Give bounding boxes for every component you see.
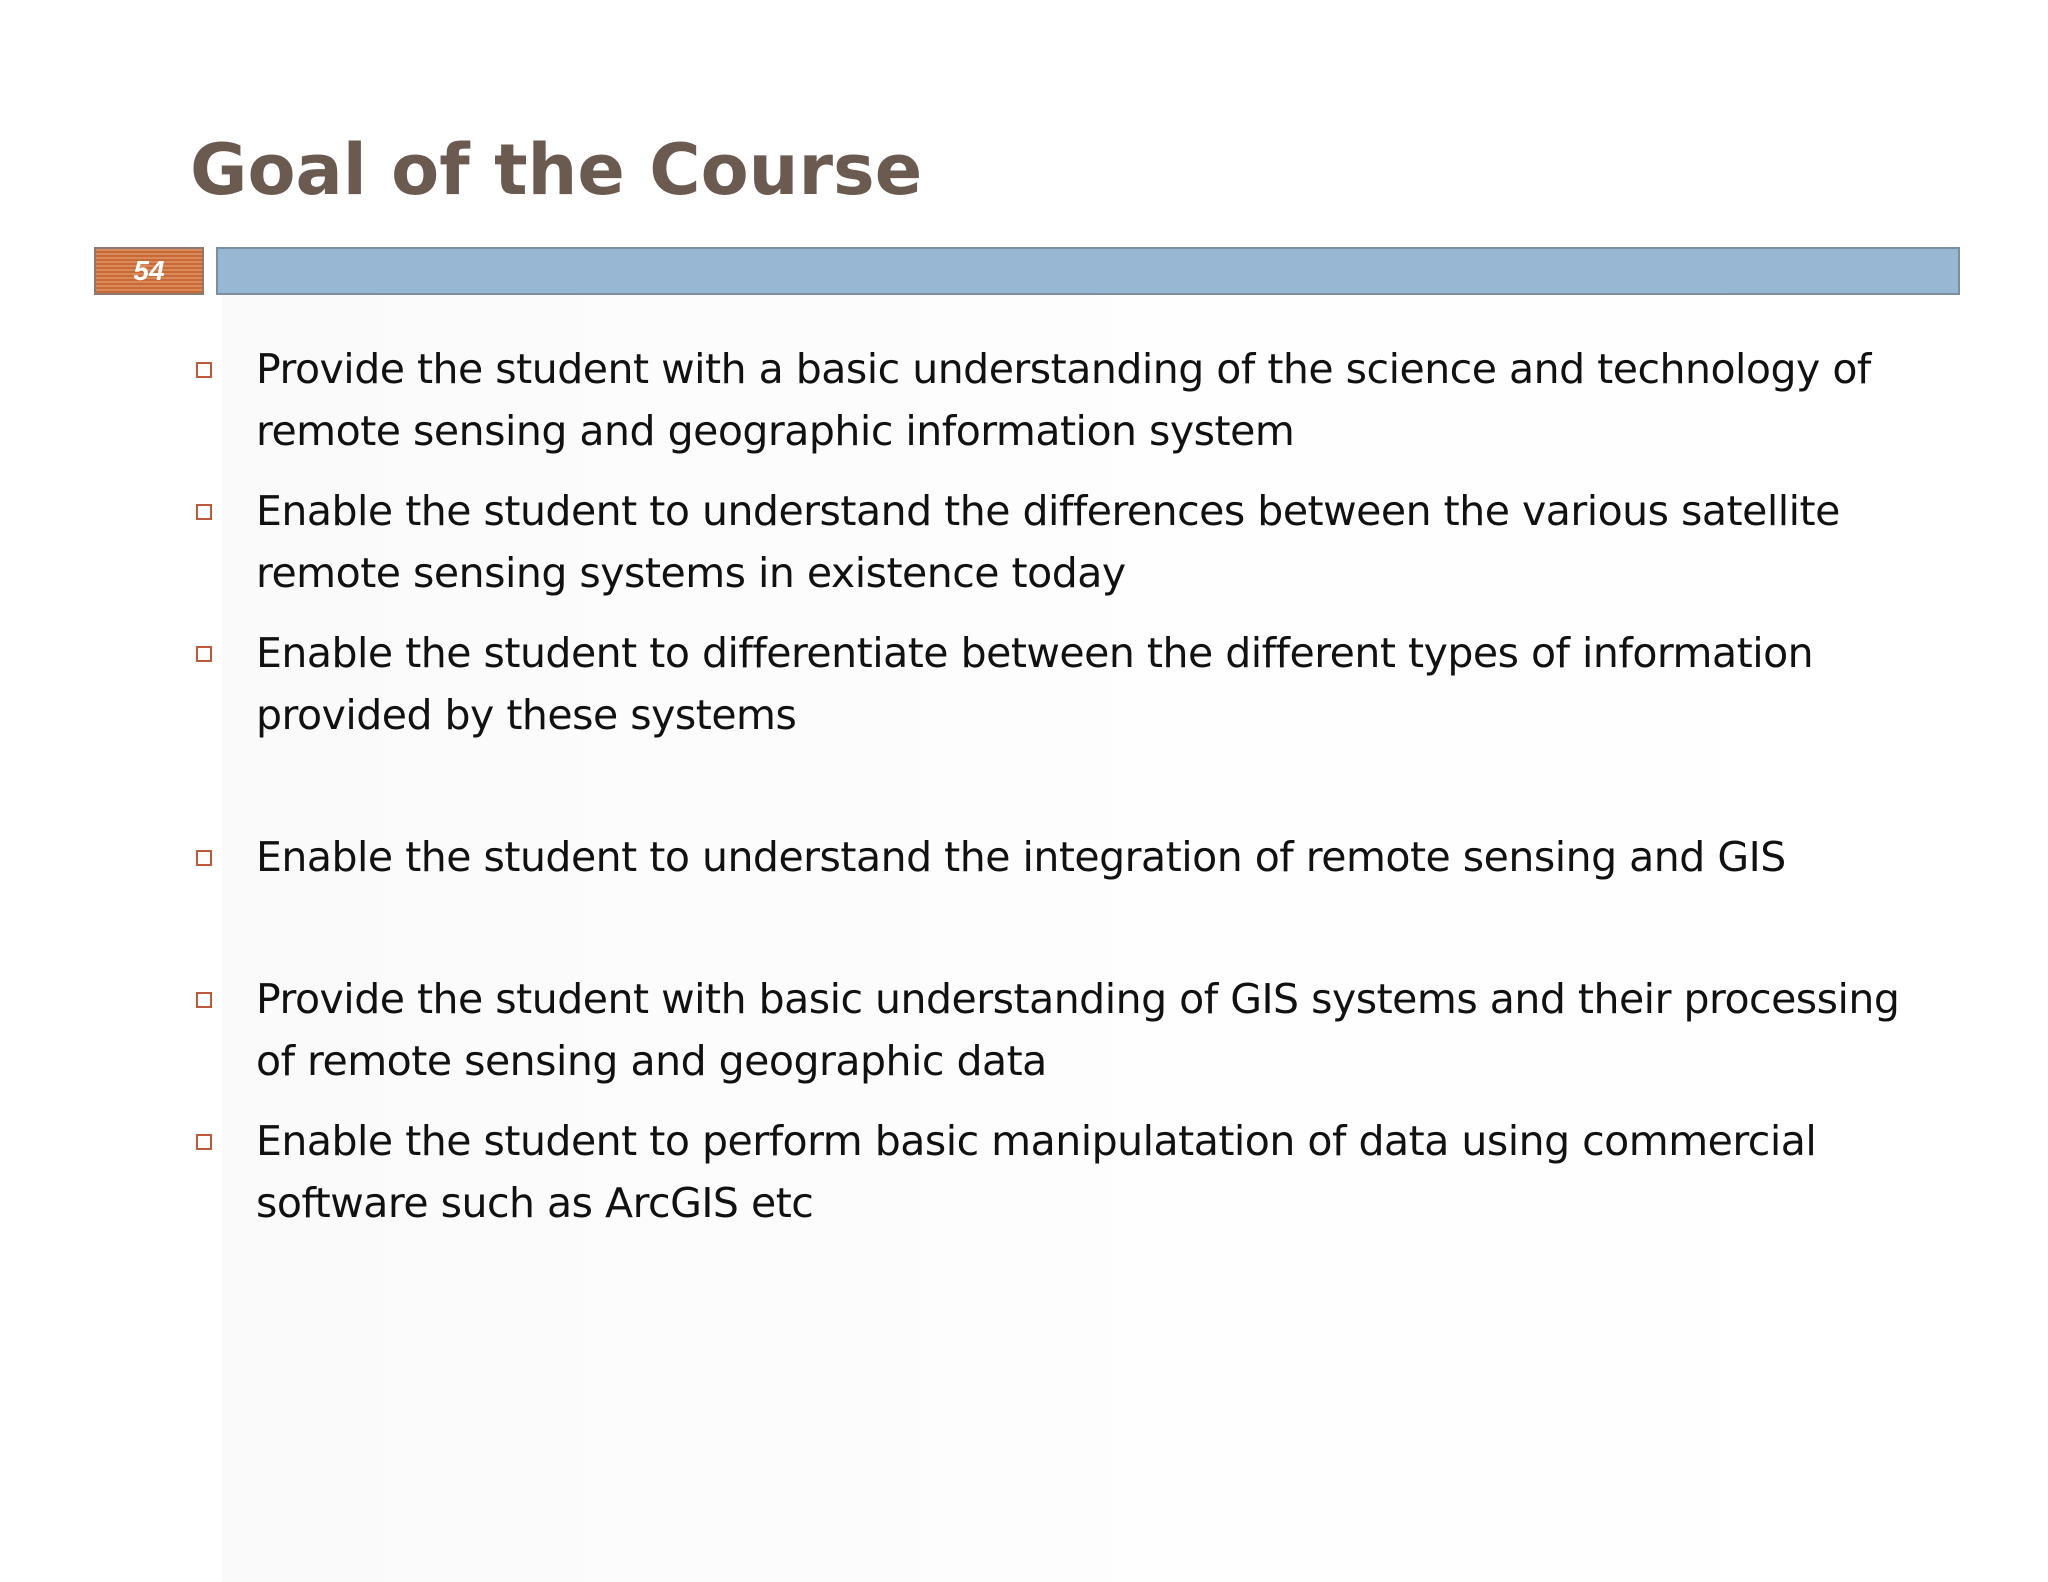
bullet-list xyxy=(190,338,1910,1234)
bullet-text: Enable the student to understand the differences between the various satellite remote sensing systems in existence today xyxy=(256,487,1840,597)
square-bullet-icon xyxy=(196,646,212,662)
square-bullet-icon xyxy=(196,1134,212,1150)
bullet-text: Enable the student to differentiate between the different types of information provided by these systems xyxy=(256,629,1814,739)
square-bullet-icon xyxy=(196,362,212,378)
title-underline-bar xyxy=(216,247,1960,295)
bullet-text: Provide the student with a basic understanding of the science and technology of remote sensing and geographic information system xyxy=(256,345,1871,455)
bullet-text: Enable the student to understand the integration of remote sensing and GIS xyxy=(256,833,1786,881)
square-bullet-icon xyxy=(196,504,212,520)
bullet-text: Enable the student to perform basic manipulatation of data using commercial software such as ArcGIS etc xyxy=(256,1117,1817,1227)
slide-title: Goal of the Course xyxy=(190,129,923,211)
bullet-text: Provide the student with basic understanding of GIS systems and their processing of remote sensing and geographic data xyxy=(256,975,1900,1085)
slide-number-badge: 54 xyxy=(94,247,204,295)
bullet-item xyxy=(190,1110,1910,1234)
bullet-item xyxy=(190,338,1910,462)
bullet-item xyxy=(190,968,1910,1092)
square-bullet-icon xyxy=(196,850,212,866)
square-bullet-icon xyxy=(196,992,212,1008)
bullet-item xyxy=(190,622,1910,746)
bullet-item xyxy=(190,480,1910,604)
bullet-item xyxy=(190,826,1910,888)
